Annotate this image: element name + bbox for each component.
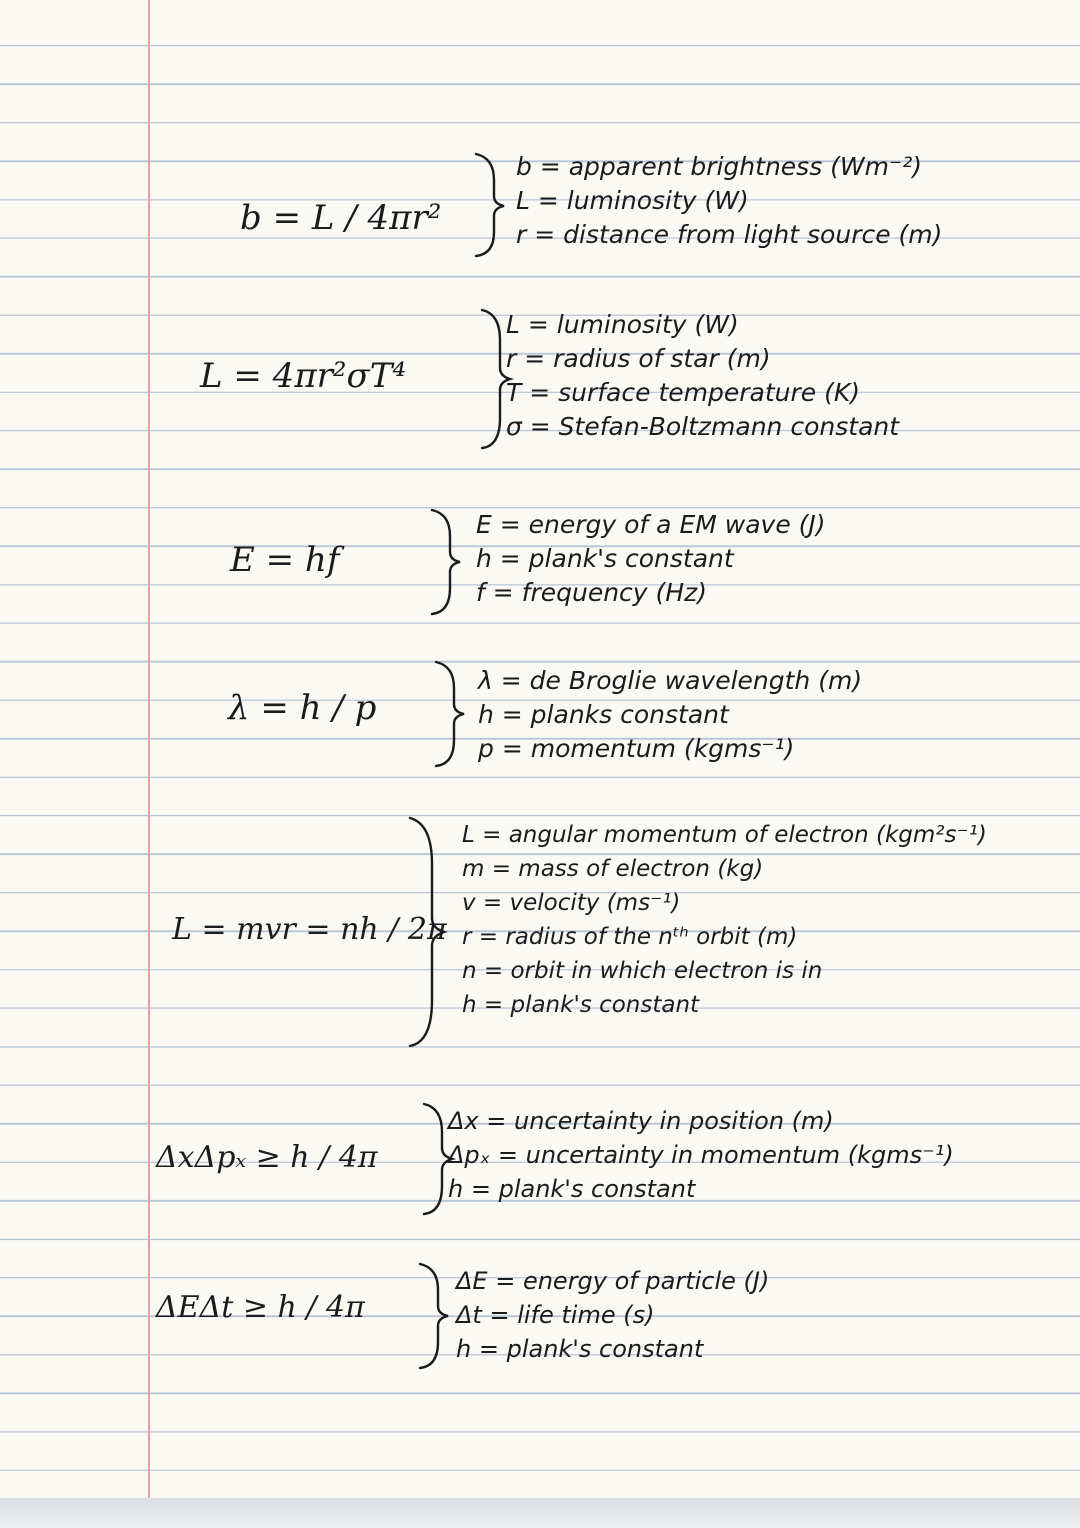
definition-line: b = apparent brightness (Wm⁻²) <box>516 152 922 181</box>
definition-line: r = distance from light source (m) <box>516 220 943 249</box>
definition-line: ΔE = energy of particle (J) <box>456 1267 770 1295</box>
definition-line: E = energy of a EM wave (J) <box>476 510 826 539</box>
margin-line <box>148 0 150 1500</box>
formula-de-broglie: λ = h / p <box>228 688 377 728</box>
definitions-de-broglie <box>478 664 862 766</box>
definition-line: h = plank's constant <box>476 544 734 573</box>
definitions-angular-momentum <box>462 818 987 1022</box>
brace-angular-momentum <box>402 814 452 1050</box>
definition-line: r = radius of the nᵗʰ orbit (m) <box>462 924 798 950</box>
definition-line: h = plank's constant <box>448 1175 696 1203</box>
definition-line: m = mass of electron (kg) <box>462 856 764 882</box>
formula-photon-energy: E = hf <box>230 540 340 580</box>
definition-line: T = surface temperature (K) <box>506 378 860 407</box>
definition-line: p = momentum (kgms⁻¹) <box>478 734 795 763</box>
definitions-uncertainty-energy <box>456 1264 769 1366</box>
formula-angular-momentum: L = mvr = nh / 2π <box>172 912 447 947</box>
brace-uncertainty-energy <box>414 1260 454 1372</box>
definition-line: r = radius of star (m) <box>506 344 771 373</box>
definitions-luminosity <box>506 308 899 444</box>
page-bottom-edge <box>0 1498 1080 1528</box>
definition-line: Δpₓ = uncertainty in momentum (kgms⁻¹) <box>448 1141 954 1169</box>
brace-brightness <box>470 150 510 260</box>
definitions-uncertainty-position <box>448 1104 954 1206</box>
definition-line: L = luminosity (W) <box>516 186 749 215</box>
formula-uncertainty-position: ΔxΔpₓ ≥ h / 4π <box>156 1140 378 1175</box>
definition-line: L = luminosity (W) <box>506 310 739 339</box>
brace-photon-energy <box>426 506 466 618</box>
definition-line: L = angular momentum of electron (kgm²s⁻¹) <box>462 822 987 848</box>
definition-line: h = planks constant <box>478 700 729 729</box>
definition-line: Δt = life time (s) <box>456 1301 655 1329</box>
definition-line: f = frequency (Hz) <box>476 578 707 607</box>
definition-line: n = orbit in which electron is in <box>462 958 823 984</box>
formula-brightness: b = L / 4πr² <box>240 198 442 238</box>
definitions-brightness <box>516 150 942 252</box>
formula-uncertainty-energy: ΔEΔt ≥ h / 4π <box>156 1290 365 1325</box>
definition-line: λ = de Broglie wavelength (m) <box>478 666 863 695</box>
definitions-photon-energy <box>476 508 826 610</box>
brace-de-broglie <box>430 658 470 770</box>
definition-line: Δx = uncertainty in position (m) <box>448 1107 834 1135</box>
definition-line: v = velocity (ms⁻¹) <box>462 890 681 916</box>
definition-line: σ = Stefan-Boltzmann constant <box>506 412 900 441</box>
definition-line: h = plank's constant <box>462 992 700 1018</box>
formula-luminosity: L = 4πr²σT⁴ <box>200 356 407 396</box>
definition-line: h = plank's constant <box>456 1335 704 1363</box>
